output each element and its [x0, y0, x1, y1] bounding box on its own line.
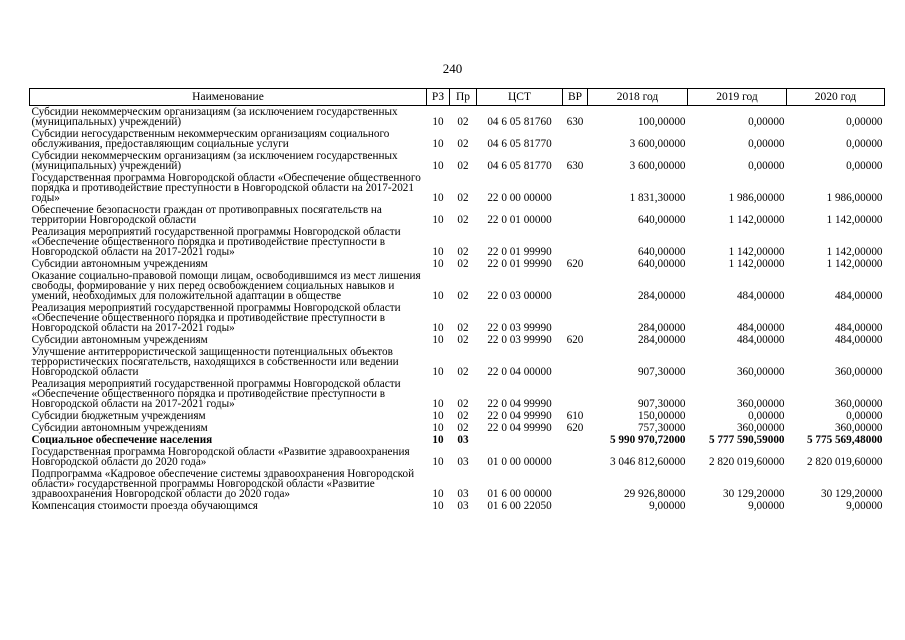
row-vr — [563, 468, 588, 500]
row-cst: 22 0 00 00000 — [487, 192, 552, 204]
row-vr — [563, 378, 588, 410]
row-rz: 10 — [432, 246, 444, 258]
row-2020: 360,00000 — [834, 422, 883, 434]
table-row — [30, 172, 885, 204]
row-2019: 9,00000 — [748, 500, 785, 512]
row-vr: 620 — [566, 422, 584, 434]
table-row — [30, 422, 885, 434]
row-vr: 620 — [566, 334, 584, 346]
row-rz: 10 — [432, 322, 444, 334]
row-2019: 1 986,00000 — [728, 192, 785, 204]
row-name: Субсидии автономным учреждениям — [31, 258, 208, 270]
page-number: 240 — [442, 61, 463, 76]
row-pr: 02 — [457, 160, 469, 172]
table-row — [30, 346, 885, 378]
row-pr: 02 — [457, 366, 469, 378]
row-2020: 1 142,00000 — [826, 214, 883, 226]
row-cst: 04 6 05 81770 — [487, 160, 552, 172]
row-vr: 630 — [566, 160, 584, 172]
row-2018: 5 990 970,72000 — [609, 434, 686, 446]
row-name: Государственная программа Новгородской области «Обеспечение общественного порядка и противодействие преступности в Новгородской области на 2017-2021 годы» — [31, 172, 421, 204]
row-vr — [563, 270, 588, 302]
row-rz: 10 — [432, 410, 444, 422]
table-row — [30, 150, 885, 172]
row-rz: 10 — [432, 290, 444, 302]
table-row — [30, 378, 885, 410]
row-rz: 10 — [432, 434, 444, 446]
row-2019: 360,00000 — [736, 422, 785, 434]
row-2018: 3 600,00000 — [629, 138, 686, 150]
row-vr: 610 — [566, 410, 584, 422]
row-pr: 03 — [457, 488, 469, 500]
row-2019: 1 142,00000 — [728, 258, 785, 270]
header-cst: ЦСТ — [477, 89, 563, 106]
row-pr: 02 — [457, 138, 469, 150]
row-name: Субсидии автономным учреждениям — [31, 422, 208, 434]
row-2018: 907,30000 — [637, 366, 686, 378]
row-pr: 02 — [457, 214, 469, 226]
row-name: Субсидии негосударственным некоммерческим организациям социального обслуживания, предоставляющим социальные услуги — [31, 128, 390, 150]
row-vr — [563, 346, 588, 378]
row-name: Подпрограмма «Кадровое обеспечение системы здравоохранения Новгородской области» государственной программы Новгородской области «Развитие здравоохранения Новгородской области до 2020 года» — [31, 468, 415, 500]
row-rz: 10 — [432, 192, 444, 204]
row-pr: 03 — [457, 500, 469, 512]
row-pr: 02 — [457, 116, 469, 128]
row-2020: 484,00000 — [834, 322, 883, 334]
row-2020: 0,00000 — [846, 410, 883, 422]
row-pr: 02 — [457, 192, 469, 204]
row-rz: 10 — [432, 116, 444, 128]
row-cst: 01 0 00 00000 — [487, 456, 552, 468]
row-2020: 2 820 019,60000 — [806, 456, 883, 468]
row-cst — [477, 434, 563, 446]
row-vr — [563, 302, 588, 334]
row-cst: 22 0 01 99990 — [487, 258, 552, 270]
header-2019: 2019 год — [688, 89, 787, 106]
row-pr: 02 — [457, 322, 469, 334]
row-2019: 360,00000 — [736, 366, 785, 378]
header-vr: ВР — [563, 89, 588, 106]
row-2018: 284,00000 — [637, 334, 686, 346]
row-pr: 02 — [457, 290, 469, 302]
row-2020: 30 129,20000 — [820, 488, 883, 500]
table-body — [30, 106, 885, 513]
row-2018: 1 831,30000 — [629, 192, 686, 204]
row-cst: 04 6 05 81760 — [487, 116, 552, 128]
row-vr — [563, 446, 588, 468]
row-name: Улучшение антитеррористической защищенности потенциальных объектов террористических посягательств, находящихся в собственности или ведении Новгородской области — [31, 346, 399, 378]
row-rz: 10 — [432, 214, 444, 226]
row-cst: 22 0 03 00000 — [487, 290, 552, 302]
row-pr: 02 — [457, 334, 469, 346]
row-name: Реализация мероприятий государственной программы Новгородской области «Обеспечение общественного порядка и противодействие преступности в Новгородской области на 2017-2021 годы» — [31, 302, 401, 334]
row-name: Субсидии некоммерческим организациям (за исключением государственных (муниципальных) учреждений) — [31, 150, 398, 172]
table-row — [30, 446, 885, 468]
row-2019: 5 777 590,59000 — [708, 434, 785, 446]
row-pr: 03 — [457, 456, 469, 468]
row-name: Субсидии некоммерческим организациям (за исключением государственных (муниципальных) учреждений) — [31, 106, 398, 128]
row-rz: 10 — [432, 160, 444, 172]
row-name: Обеспечение безопасности граждан от противоправных посягательств на территории Новгородской области — [31, 204, 382, 226]
row-2020: 0,00000 — [846, 138, 883, 150]
header-pr: Пр — [450, 89, 477, 106]
row-2020: 0,00000 — [846, 160, 883, 172]
row-pr: 02 — [457, 246, 469, 258]
row-vr — [563, 226, 588, 258]
row-pr: 02 — [457, 422, 469, 434]
row-2019: 0,00000 — [748, 138, 785, 150]
table-row — [30, 258, 885, 270]
row-rz: 10 — [432, 334, 444, 346]
row-2019: 484,00000 — [736, 322, 785, 334]
row-name: Компенсация стоимости проезда обучающимся — [31, 500, 258, 512]
row-vr — [563, 434, 588, 446]
table-row — [30, 270, 885, 302]
table-row — [30, 334, 885, 346]
row-2018: 9,00000 — [649, 500, 686, 512]
row-2018: 3 046 812,60000 — [609, 456, 686, 468]
table-row — [30, 106, 885, 129]
row-2019: 0,00000 — [748, 410, 785, 422]
row-cst: 22 0 04 99990 — [487, 410, 552, 422]
row-rz: 10 — [432, 258, 444, 270]
row-2019: 0,00000 — [748, 116, 785, 128]
table-row — [30, 302, 885, 334]
row-2019: 2 820 019,60000 — [708, 456, 785, 468]
row-2018: 100,00000 — [637, 116, 686, 128]
row-2020: 484,00000 — [834, 334, 883, 346]
row-2020: 1 986,00000 — [826, 192, 883, 204]
row-cst: 22 0 01 99990 — [487, 246, 552, 258]
row-2018: 640,00000 — [637, 258, 686, 270]
row-rz: 10 — [432, 398, 444, 410]
row-2018: 150,00000 — [637, 410, 686, 422]
row-vr — [563, 500, 588, 512]
header-2020: 2020 год — [787, 89, 885, 106]
row-2019: 360,00000 — [736, 398, 785, 410]
row-rz: 10 — [432, 456, 444, 468]
row-vr: 630 — [566, 116, 584, 128]
row-name: Социальное обеспечение населения — [31, 434, 213, 446]
table-row — [30, 226, 885, 258]
row-cst: 22 0 04 99990 — [487, 398, 552, 410]
row-name: Субсидии автономным учреждениям — [31, 334, 208, 346]
row-vr: 620 — [566, 258, 584, 270]
row-name: Оказание социально-правовой помощи лицам, освободившимся из мест лишения свободы, формирование у них перед освобождением социальных навыков и умений, необходимых для положительной адаптации в обществе — [31, 270, 421, 302]
row-name: Субсидии бюджетным учреждениям — [31, 410, 206, 422]
row-2018: 29 926,80000 — [623, 488, 686, 500]
row-2019: 484,00000 — [736, 290, 785, 302]
row-2019: 30 129,20000 — [722, 488, 785, 500]
row-vr — [563, 128, 588, 150]
row-2020: 1 142,00000 — [826, 258, 883, 270]
row-cst: 22 0 03 99990 — [487, 334, 552, 346]
row-2018: 640,00000 — [637, 214, 686, 226]
row-rz: 10 — [432, 500, 444, 512]
row-cst: 01 6 00 00000 — [487, 488, 552, 500]
row-2020: 5 775 569,48000 — [806, 434, 883, 446]
row-2020: 360,00000 — [834, 398, 883, 410]
row-pr: 03 — [457, 434, 469, 446]
row-pr: 02 — [457, 258, 469, 270]
row-2019: 1 142,00000 — [728, 214, 785, 226]
row-2020: 484,00000 — [834, 290, 883, 302]
table-row — [30, 204, 885, 226]
row-2019: 0,00000 — [748, 160, 785, 172]
table-row — [30, 500, 885, 512]
row-rz: 10 — [432, 422, 444, 434]
table-row — [30, 128, 885, 150]
row-cst: 22 0 04 99990 — [487, 422, 552, 434]
row-vr — [563, 172, 588, 204]
header-name: Наименование — [30, 89, 427, 106]
row-pr: 02 — [457, 410, 469, 422]
table-row — [30, 410, 885, 422]
row-cst: 04 6 05 81770 — [487, 138, 552, 150]
row-vr — [563, 204, 588, 226]
row-2019: 1 142,00000 — [728, 246, 785, 258]
row-2018: 907,30000 — [637, 398, 686, 410]
row-2020: 360,00000 — [834, 366, 883, 378]
row-cst: 22 0 01 00000 — [487, 214, 552, 226]
row-2018: 284,00000 — [637, 322, 686, 334]
row-2020: 1 142,00000 — [826, 246, 883, 258]
header-2018: 2018 год — [588, 89, 688, 106]
row-2018: 757,30000 — [637, 422, 686, 434]
row-pr: 02 — [457, 398, 469, 410]
row-2018: 3 600,00000 — [629, 160, 686, 172]
row-rz: 10 — [432, 488, 444, 500]
row-rz: 10 — [432, 138, 444, 150]
row-2020: 9,00000 — [846, 500, 883, 512]
row-2019: 484,00000 — [736, 334, 785, 346]
row-name: Реализация мероприятий государственной программы Новгородской области «Обеспечение общественного порядка и противодействие преступности в Новгородской области на 2017-2021 годы» — [31, 226, 401, 258]
row-cst: 22 0 04 00000 — [487, 366, 552, 378]
row-2018: 284,00000 — [637, 290, 686, 302]
budget-table — [29, 88, 885, 512]
row-cst: 01 6 00 22050 — [487, 500, 552, 512]
row-name: Государственная программа Новгородской области «Развитие здравоохранения Новгородской области до 2020 года» — [31, 446, 410, 468]
table-row — [30, 468, 885, 500]
row-rz: 10 — [432, 366, 444, 378]
header-rz: РЗ — [427, 89, 450, 106]
row-2018: 640,00000 — [637, 246, 686, 258]
row-cst: 22 0 03 99990 — [487, 322, 552, 334]
row-name: Реализация мероприятий государственной программы Новгородской области «Обеспечение общественного порядка и противодействие преступности в Новгородской области на 2017-2021 годы» — [31, 378, 401, 410]
table-row — [30, 434, 885, 446]
table-header-row — [30, 89, 885, 106]
row-2020: 0,00000 — [846, 116, 883, 128]
